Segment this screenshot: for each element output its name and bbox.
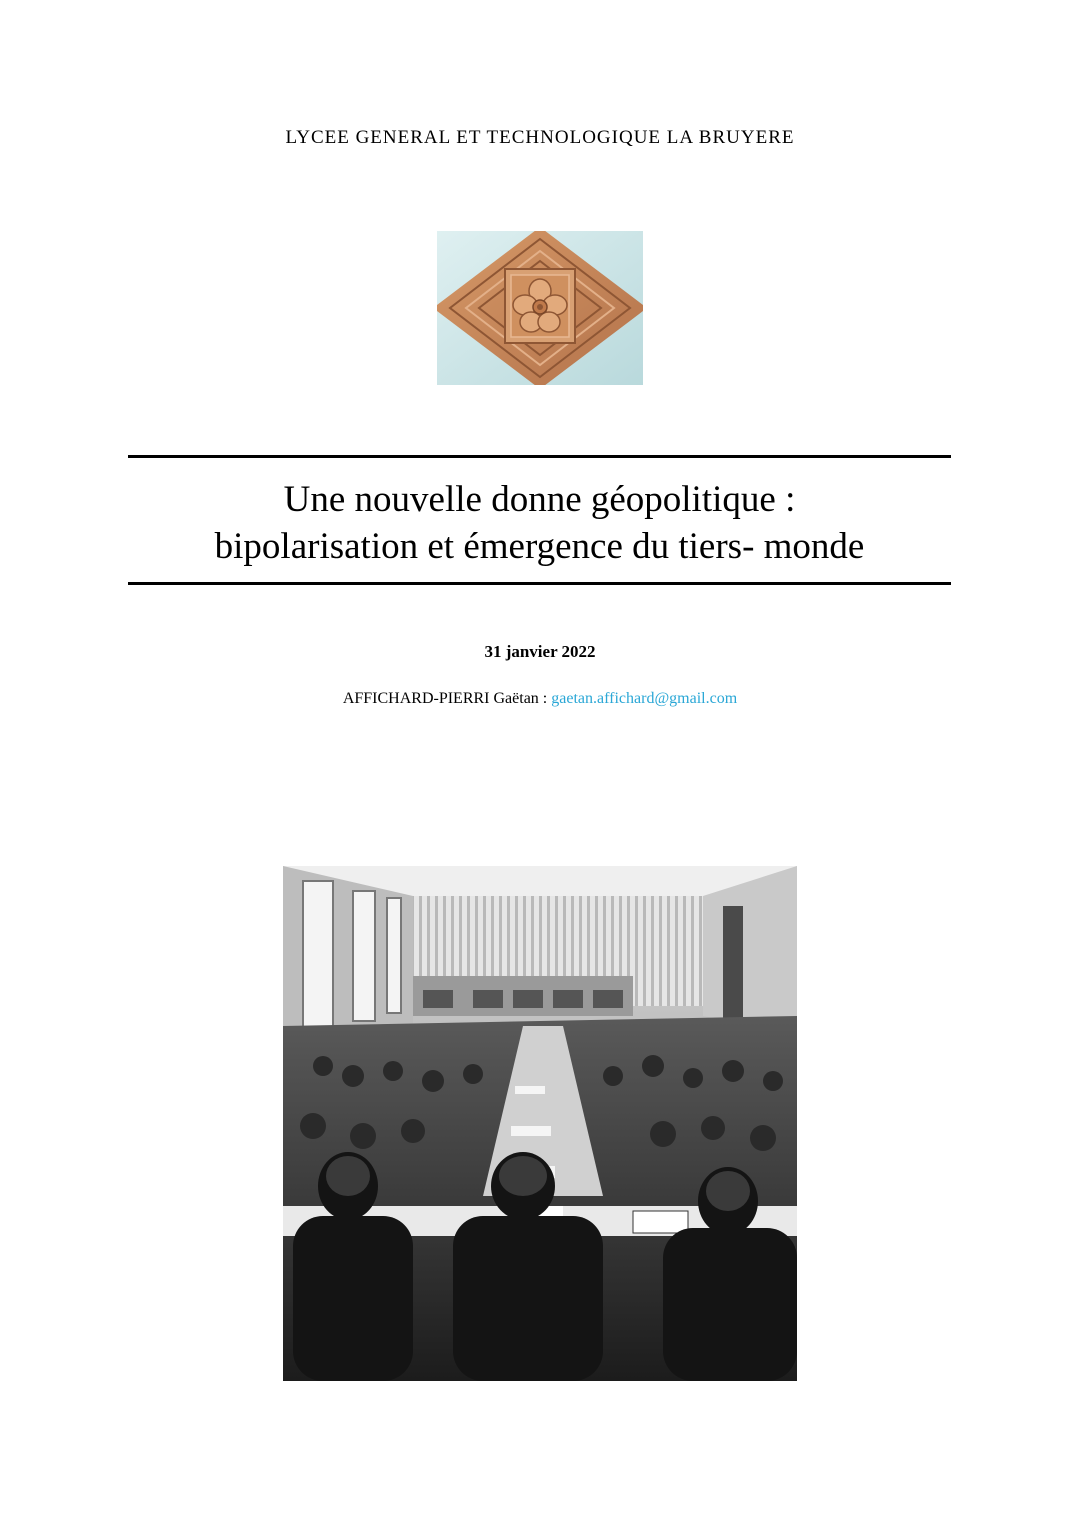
conference-hall-photo <box>283 866 797 1381</box>
document-title <box>128 476 951 570</box>
author-email-link[interactable]: gaetan.affichard@gmail.com <box>551 690 738 707</box>
title-bottom-rule <box>128 582 951 585</box>
title-top-rule <box>128 455 951 458</box>
school-logo-image <box>437 231 643 385</box>
title-line-2: bipolarisation et émergence du tiers- monde <box>214 526 865 567</box>
author-name: AFFICHARD-PIERRI Gaëtan : <box>342 690 548 707</box>
terracotta-flower-tile-icon <box>437 231 643 385</box>
author-line <box>0 690 1080 708</box>
title-line-1: Une nouvelle donne géopolitique : <box>283 479 796 520</box>
conference-photo <box>283 866 797 1381</box>
document-date: 31 janvier 2022 <box>484 642 596 661</box>
school-name: LYCEE GENERAL ET TECHNOLOGIQUE LA BRUYERE <box>285 127 795 148</box>
